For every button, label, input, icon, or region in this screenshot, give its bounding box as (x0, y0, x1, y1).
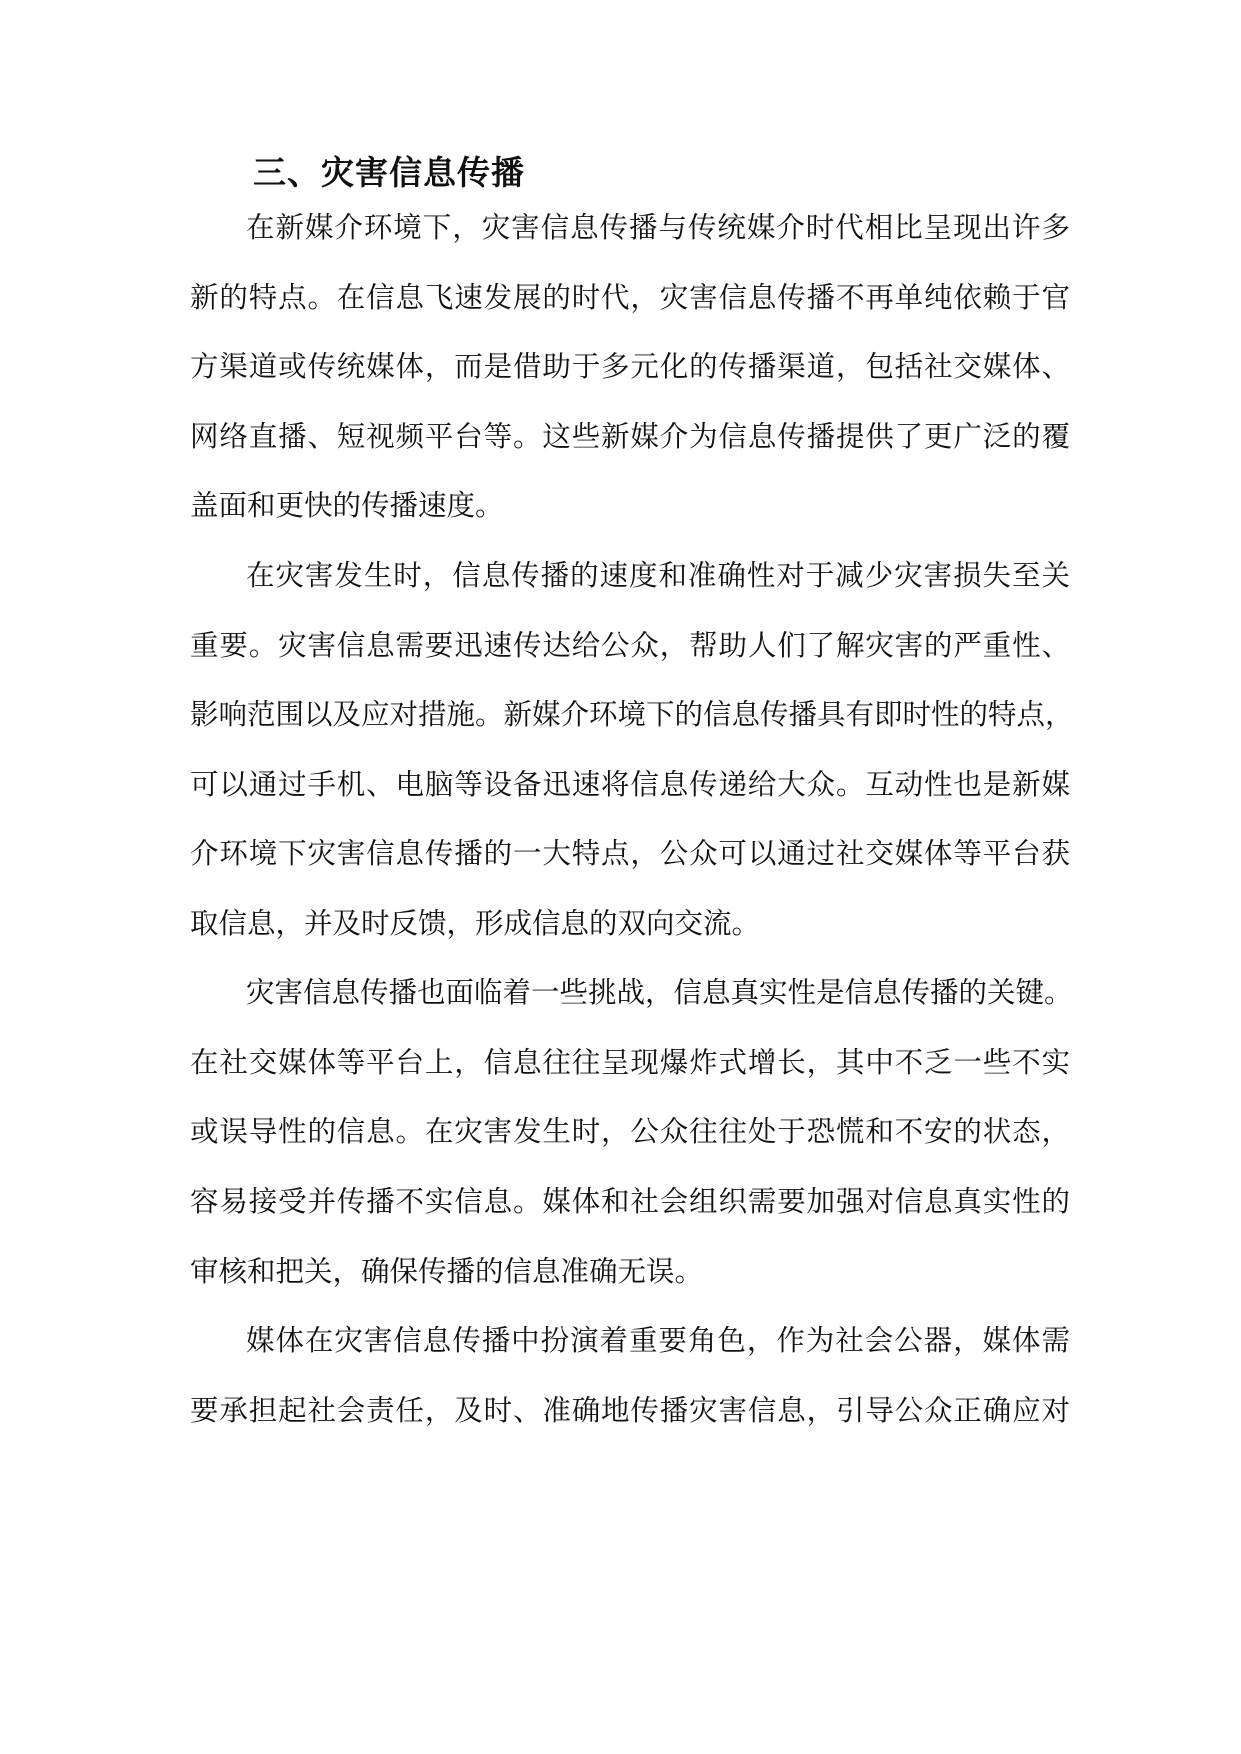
paragraph-1-line-2: 新的特点。在信息飞速发展的时代，灾害信息传播不再单纯依赖于官 (190, 281, 1070, 314)
paragraph-1-line-4: 网络直播、短视频平台等。这些新媒介为信息传播提供了更广泛的覆 (190, 420, 1070, 453)
paragraph-1-line-5: 盖面和更快的传播速度。 (190, 489, 504, 522)
paragraph-1-line-3: 方渠道或传统媒体，而是借助于多元化的传播渠道，包括社交媒体、 (190, 350, 1070, 383)
paragraph-3-line-3: 或误导性的信息。在灾害发生时，公众往往处于恐慌和不安的状态， (190, 1115, 1070, 1148)
paragraph-3-line-4: 容易接受并传播不实信息。媒体和社会组织需要加强对信息真实性的 (190, 1185, 1070, 1218)
paragraph-4-line-1: 媒体在灾害信息传播中扮演着重要角色，作为社会公器，媒体需 (246, 1324, 1070, 1357)
paragraph-2-line-2: 重要。灾害信息需要迅速传达给公众，帮助人们了解灾害的严重性、 (190, 629, 1070, 662)
paragraph-4-line-2: 要承担起社会责任，及时、准确地传播灾害信息，引导公众正确应对 (190, 1394, 1070, 1427)
paragraph-3-line-5: 审核和把关，确保传播的信息准确无误。 (190, 1255, 704, 1288)
paragraph-2-line-4: 可以通过手机、电脑等设备迅速将信息传递给大众。互动性也是新媒 (190, 768, 1070, 801)
section-heading: 三、灾害信息传播 (253, 153, 525, 192)
paragraph-2-line-1: 在灾害发生时，信息传播的速度和准确性对于减少灾害损失至关 (246, 559, 1070, 592)
paragraph-3-line-1: 灾害信息传播也面临着一些挑战，信息真实性是信息传播的关键。 (246, 976, 1073, 1009)
paragraph-2-line-5: 介环境下灾害信息传播的一大特点，公众可以通过社交媒体等平台获 (190, 837, 1070, 870)
paragraph-2-line-3: 影响范围以及应对措施。新媒介环境下的信息传播具有即时性的特点， (190, 698, 1074, 731)
paragraph-3-line-2: 在社交媒体等平台上，信息往往呈现爆炸式增长，其中不乏一些不实 (190, 1046, 1070, 1079)
paragraph-1-line-1: 在新媒介环境下，灾害信息传播与传统媒介时代相比呈现出许多 (246, 211, 1070, 244)
paragraph-2-line-6: 取信息，并及时反馈，形成信息的双向交流。 (190, 907, 761, 940)
